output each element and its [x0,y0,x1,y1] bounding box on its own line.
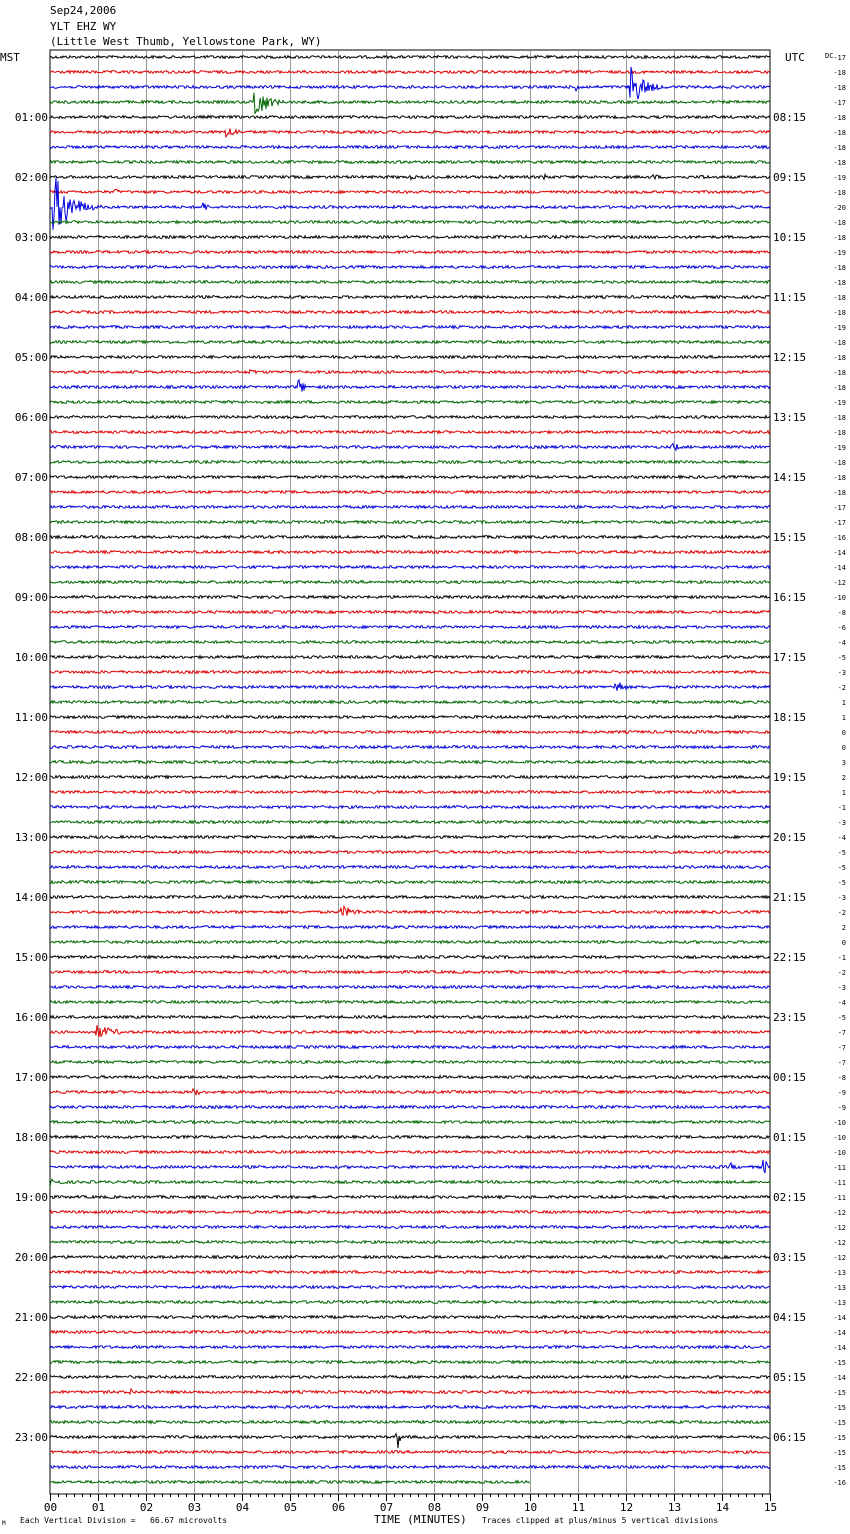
trace-row-60 [50,956,770,959]
dc-offset-label: -9 [837,1089,846,1097]
dc-offset-label: 0 [841,729,846,737]
dc-offset-label: -11 [833,1179,846,1187]
trace-row-7 [50,161,770,164]
trace-row-14 [50,266,770,269]
left-hour-label: 08:00 [14,531,48,544]
right-hour-label: 09:15 [773,171,807,184]
trace-row-74 [50,1160,770,1173]
trace-row-79 [50,1241,770,1244]
dc-offset-label: -17 [833,54,846,62]
right-hour-label: 05:15 [773,1371,807,1384]
trace-row-24 [50,416,770,419]
left-hour-label: 17:00 [14,1071,48,1084]
left-hour-label: 22:00 [14,1371,48,1384]
dc-offset-label: -15 [833,1389,846,1397]
trace-row-30 [50,506,770,509]
x-tick-label: 11 [571,1501,586,1514]
dc-offset-label: -18 [833,294,846,302]
dc-offset-label: -15 [833,1404,846,1412]
trace-row-68 [50,1076,770,1079]
right-hour-label: 01:15 [773,1131,807,1144]
trace-row-36 [50,596,770,599]
dc-offset-label: -19 [833,444,846,452]
trace-row-83 [50,1301,770,1304]
dc-offset-label: -12 [833,1254,846,1262]
dc-offset-label: -13 [833,1284,846,1292]
right-hour-label: 13:15 [773,411,807,424]
dc-offset-label: 1 [841,789,846,797]
right-hour-label: 03:15 [773,1251,807,1264]
trace-lines [50,56,770,1484]
dc-offset-label: -19 [833,249,846,257]
dc-offset-label: -14 [833,1314,846,1322]
right-hour-label: 02:15 [773,1191,807,1204]
dc-offset-label: -16 [833,1479,846,1487]
x-tick-label: 00 [43,1501,58,1514]
dc-offset-label: 1 [841,699,846,707]
trace-row-47 [50,761,770,764]
trace-row-58 [50,926,770,929]
right-hour-label: 16:15 [773,591,807,604]
trace-row-26 [50,444,770,451]
trace-row-40 [50,656,770,659]
x-tick-label: 12 [619,1501,634,1514]
trace-row-22 [50,380,770,392]
dc-offset-label: -18 [833,264,846,272]
left-hour-label: 06:00 [14,411,48,424]
dc-offset-label: -18 [833,459,846,467]
left-hour-label: 01:00 [14,111,48,124]
right-hour-label: 22:15 [773,951,807,964]
trace-row-52 [50,836,770,839]
right-hour-label: 00:15 [773,1071,807,1084]
dc-offset-label: -18 [833,234,846,242]
right-hour-label: 10:15 [773,231,807,244]
left-hour-label: 20:00 [14,1251,48,1264]
trace-row-71 [50,1121,770,1124]
dc-offset-label: -3 [837,894,846,902]
trace-row-62 [50,986,770,989]
dc-offset-label: -17 [833,504,846,512]
trace-row-4 [50,116,770,119]
trace-row-72 [50,1136,770,1139]
dc-offset-label: -2 [837,969,846,977]
x-tick-label: 08 [427,1501,442,1514]
dc-offset-label: 2 [841,774,846,782]
trace-row-87 [50,1361,770,1364]
trace-row-61 [50,971,770,974]
trace-row-8 [50,174,770,179]
left-hour-label: 18:00 [14,1131,48,1144]
left-axis-label: MST [0,51,20,64]
left-hour-label: 04:00 [14,291,48,304]
trace-row-41 [50,671,770,674]
dc-offset-label: -15 [833,1359,846,1367]
left-hour-label: 13:00 [14,831,48,844]
dc-offset-label: -8 [837,609,846,617]
dc-offset-label: -18 [833,84,846,92]
trace-row-38 [50,626,770,629]
trace-row-27 [50,461,770,464]
trace-row-12 [50,236,770,239]
left-hour-label: 16:00 [14,1011,48,1024]
dc-offset-label: -12 [833,1224,846,1232]
trace-row-53 [50,851,770,854]
x-tick-label: 05 [283,1501,298,1514]
x-tick-label: 09 [475,1501,490,1514]
dc-offset-label: -18 [833,129,846,137]
x-axis-title: TIME (MINUTES) [374,1513,467,1526]
trace-row-67 [50,1061,770,1064]
trace-row-82 [50,1286,770,1289]
dc-offset-label: -8 [837,1074,846,1082]
dc-offset-label: -15 [833,1449,846,1457]
trace-row-28 [50,476,770,479]
dc-offset-label: -19 [833,174,846,182]
trace-row-51 [50,821,770,824]
dc-offset-label: -5 [837,879,846,887]
corner-mark: M [2,1520,6,1527]
dc-offset-label: -14 [833,564,846,572]
dc-offset-label: -7 [837,1044,846,1052]
trace-row-31 [50,521,770,524]
x-tick-label: 15 [763,1501,778,1514]
dc-offset-label: -5 [837,654,846,662]
dc-offset-label: -4 [837,834,846,842]
trace-row-23 [50,401,770,404]
trace-row-89 [50,1389,770,1394]
trace-row-85 [50,1331,770,1334]
trace-row-13 [50,251,770,254]
dc-offset-label: -7 [837,1029,846,1037]
left-hour-label: 03:00 [14,231,48,244]
trace-row-92 [50,1434,770,1448]
dc-offset-label: -14 [833,549,846,557]
trace-row-33 [50,551,770,554]
trace-row-21 [50,370,770,374]
right-hour-label: 19:15 [773,771,807,784]
trace-row-70 [50,1106,770,1109]
x-tick-label: 02 [139,1501,154,1514]
dc-offset-label: -10 [833,1134,846,1142]
dc-offset-label: -15 [833,1464,846,1472]
dc-offset-label: -12 [833,1239,846,1247]
dc-offset-label: -19 [833,324,846,332]
dc-offset-label: -18 [833,69,846,77]
right-hour-label: 12:15 [773,351,807,364]
x-tick-label: 10 [523,1501,538,1514]
trace-row-46 [50,746,770,749]
right-hour-label: 06:15 [773,1431,807,1444]
left-hour-label: 10:00 [14,651,48,664]
trace-row-37 [50,611,770,614]
trace-row-50 [50,806,770,809]
dc-offset-label: -18 [833,144,846,152]
trace-row-86 [50,1346,770,1349]
dc-offset-label: -3 [837,819,846,827]
dc-offset-label: -18 [833,309,846,317]
trace-row-76 [50,1196,770,1199]
trace-row-19 [50,341,770,344]
dc-offset-label: -18 [833,369,846,377]
dc-offset-label: -10 [833,1149,846,1157]
trace-row-84 [50,1316,770,1319]
left-hour-label: 02:00 [14,171,48,184]
trace-row-88 [50,1376,770,1379]
trace-row-69 [50,1089,770,1095]
left-hour-label: 07:00 [14,471,48,484]
dc-offset-label: -4 [837,999,846,1007]
dc-offset-label: -9 [837,1104,846,1112]
dc-offset-label: -18 [833,114,846,122]
dc-offset-label: -18 [833,429,846,437]
dc-offset-label: -14 [833,1374,846,1382]
dc-offset-label: -18 [833,219,846,227]
trace-row-78 [50,1226,770,1229]
dc-offset-label: 2 [841,924,846,932]
trace-row-9 [50,189,770,193]
right-hour-label: 14:15 [773,471,807,484]
trace-row-65 [50,1025,770,1037]
dc-offset-label: 0 [841,744,846,752]
clip-note: Traces clipped at plus/minus 5 vertical divisions [482,1516,719,1525]
trace-row-66 [50,1046,770,1049]
dc-offset-label: 0 [841,939,846,947]
left-hour-label: 23:00 [14,1431,48,1444]
left-hour-label: 14:00 [14,891,48,904]
dc-offset-label: -1 [837,954,846,962]
right-hour-label: 15:15 [773,531,807,544]
left-hour-label: 05:00 [14,351,48,364]
dc-offset-label: -10 [833,1119,846,1127]
scale-note: Each Vertical Division = 66.67 microvolts [20,1516,228,1525]
trace-row-56 [50,896,770,899]
right-hour-label: 08:15 [773,111,807,124]
right-hour-label: 20:15 [773,831,807,844]
x-tick-label: 03 [187,1501,202,1514]
trace-row-43 [50,701,770,704]
trace-row-17 [50,311,770,314]
trace-row-63 [50,1001,770,1004]
dc-offset-label: -2 [837,909,846,917]
trace-row-75 [50,1179,770,1187]
dc-offset-label: -5 [837,864,846,872]
trace-row-39 [50,641,770,644]
dc-offset-label: -3 [837,984,846,992]
trace-row-25 [50,431,770,434]
trace-row-54 [50,866,770,869]
right-hour-label: 17:15 [773,651,807,664]
trace-row-44 [50,716,770,719]
x-tick-label: 01 [91,1501,106,1514]
trace-row-6 [50,146,770,149]
left-hour-label: 19:00 [14,1191,48,1204]
dc-offset-label: -15 [833,1434,846,1442]
trace-row-57 [50,906,770,915]
trace-row-91 [50,1421,770,1424]
right-hour-label: 11:15 [773,291,807,304]
dc-offset-label: -11 [833,1194,846,1202]
chart-subtitle: (Little West Thumb, Yellowstone Park, WY) [50,35,322,48]
dc-offset-label: -19 [833,399,846,407]
dc-offset-label: -1 [837,804,846,812]
dc-offset-label: 1 [841,714,846,722]
x-tick-label: 06 [331,1501,346,1514]
dc-offset-label: -18 [833,189,846,197]
dc-offset-label: -12 [833,579,846,587]
trace-row-29 [50,491,770,494]
left-hour-label: 09:00 [14,591,48,604]
dc-offset-label: -2 [837,684,846,692]
trace-row-48 [50,776,770,779]
trace-row-3 [50,93,770,114]
left-hour-label: 11:00 [14,711,48,724]
x-tick-label: 04 [235,1501,250,1514]
trace-row-94 [50,1466,770,1469]
dc-offset-label: -18 [833,414,846,422]
trace-row-64 [50,1016,770,1019]
right-axis-label: UTC [785,51,805,64]
dc-offset-label: -11 [833,1164,846,1172]
dc-offset-label: -18 [833,279,846,287]
trace-row-49 [50,791,770,794]
trace-row-73 [50,1151,770,1154]
dc-offset-label: -7 [837,1059,846,1067]
trace-row-80 [50,1256,770,1259]
right-hour-label: 23:15 [773,1011,807,1024]
trace-row-55 [50,881,770,884]
dc-offset-label: -18 [833,474,846,482]
dc-offset-label: -15 [833,1419,846,1427]
chart-date: Sep24,2006 [50,4,117,17]
left-hour-label: 21:00 [14,1311,48,1324]
x-tick-label: 07 [379,1501,394,1514]
right-hour-label: 18:15 [773,711,807,724]
dc-offset-label: -5 [837,849,846,857]
trace-row-45 [50,731,770,734]
dc-offset-label: -18 [833,384,846,392]
dc-offset-label: -13 [833,1299,846,1307]
dc-label: DC [825,52,834,60]
axis-labels [15,54,846,1514]
right-hour-label: 04:15 [773,1311,807,1324]
left-hour-label: 15:00 [14,951,48,964]
dc-offset-label: -6 [837,624,846,632]
x-tick-label: 13 [667,1501,682,1514]
trace-row-81 [50,1271,770,1274]
trace-row-59 [50,941,770,944]
dc-offset-label: -3 [837,669,846,677]
dc-offset-label: -16 [833,534,846,542]
dc-offset-label: -14 [833,1329,846,1337]
trace-row-32 [50,536,770,539]
trace-row-90 [50,1406,770,1409]
dc-offset-label: -17 [833,519,846,527]
dc-offset-label: -18 [833,354,846,362]
right-hour-label: 21:15 [773,891,807,904]
trace-row-93 [50,1451,770,1454]
dc-offset-label: -12 [833,1209,846,1217]
left-hour-label: 12:00 [14,771,48,784]
trace-row-1 [50,71,770,74]
dc-offset-label: -10 [833,594,846,602]
dc-offset-label: -18 [833,159,846,167]
trace-row-11 [50,221,770,224]
dc-offset-label: -4 [837,639,846,647]
dc-offset-label: 3 [841,759,846,767]
dc-offset-label: -18 [833,339,846,347]
trace-row-20 [50,356,770,359]
trace-row-35 [50,581,770,584]
dc-offset-label: -5 [837,1014,846,1022]
trace-row-15 [50,281,770,284]
trace-row-18 [50,326,770,329]
trace-row-95 [50,1481,530,1484]
dc-offset-label: -18 [833,489,846,497]
trace-row-42 [50,683,770,691]
trace-row-0 [50,56,770,59]
chart-title: YLT EHZ WY [50,20,117,33]
dc-offset-label: -20 [833,204,846,212]
dc-offset-label: -13 [833,1269,846,1277]
trace-row-77 [50,1211,770,1214]
trace-row-16 [50,296,770,299]
dc-offset-label: -17 [833,99,846,107]
trace-row-34 [50,566,770,569]
x-tick-label: 14 [715,1501,730,1514]
trace-row-5 [50,129,770,137]
dc-offset-label: -14 [833,1344,846,1352]
